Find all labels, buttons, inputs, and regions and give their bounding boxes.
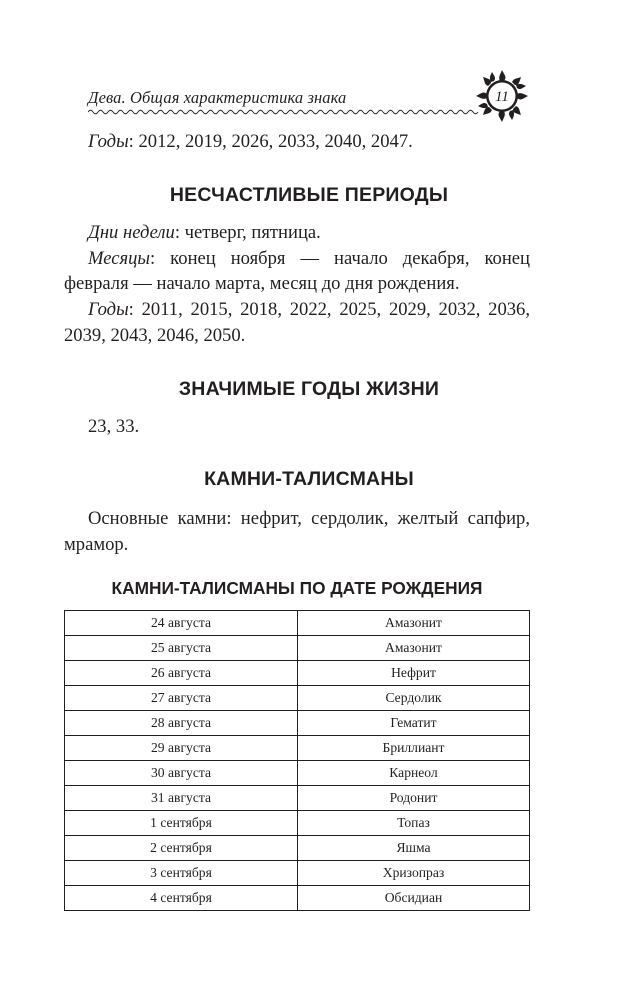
weekdays-label: Дни недели — [88, 222, 175, 243]
stone-cell: Сердолик — [298, 686, 530, 711]
label-separator: : — [128, 131, 139, 152]
stone-cell: Обсидиан — [298, 886, 530, 911]
page-number-badge — [474, 68, 530, 124]
weekdays-text: : четверг, пятница. — [174, 222, 321, 243]
stone-cell: Родонит — [298, 786, 530, 811]
stone-cell: Амазонит — [298, 611, 530, 636]
date-cell: 31 августа — [65, 786, 298, 811]
date-cell: 4 сентября — [65, 886, 298, 911]
table-row — [65, 861, 530, 886]
section-heading-talismans: КАМНИ-ТАЛИСМАНЫ — [204, 468, 414, 490]
stone-cell: Карнеол — [298, 761, 530, 786]
years-label: Годы — [88, 131, 129, 152]
unlucky-years-line-2: 2039, 2043, 2046, 2050. — [64, 325, 246, 346]
date-cell: 28 августа — [65, 711, 298, 736]
stone-cell: Гематит — [298, 711, 530, 736]
stone-cell: Бриллиант — [298, 736, 530, 761]
months-label: Месяцы — [88, 248, 151, 269]
years-favorable-line — [88, 130, 413, 154]
unlucky-years-text-1: : 2011, 2015, 2018, 2022, 2025, 2029, 2032, 2036, — [128, 299, 530, 320]
date-cell: 29 августа — [65, 736, 298, 761]
page-number: 11 — [495, 89, 509, 105]
date-cell: 24 августа — [65, 611, 298, 636]
table-row — [65, 761, 530, 786]
stone-cell: Яшма — [298, 836, 530, 861]
significant-years-text: 23, 33. — [88, 416, 140, 437]
unlucky-years-line-1 — [88, 298, 530, 322]
birth-stones-table — [64, 610, 530, 911]
years-favorable-text: 2012, 2019, 2026, 2033, 2040, 2047. — [138, 131, 413, 152]
header-wavy-rule — [88, 108, 478, 116]
table-row — [65, 811, 530, 836]
table-row — [65, 736, 530, 761]
table-row — [65, 836, 530, 861]
stone-cell: Амазонит — [298, 636, 530, 661]
date-cell: 3 сентября — [65, 861, 298, 886]
running-header: Дева. Общая характеристика знака — [88, 88, 347, 107]
table-row — [65, 711, 530, 736]
months-line-2: февраля — начало марта, месяц до дня рождения. — [64, 273, 460, 294]
section-heading-significant-years: ЗНАЧИМЫЕ ГОДЫ ЖИЗНИ — [178, 378, 440, 400]
date-cell: 25 августа — [65, 636, 298, 661]
talismans-text-2: мрамор. — [64, 534, 129, 555]
months-line-1 — [88, 247, 530, 271]
date-cell: 30 августа — [65, 761, 298, 786]
stone-cell: Топаз — [298, 811, 530, 836]
weekdays-line — [88, 221, 321, 245]
table-row — [65, 661, 530, 686]
date-cell: 27 августа — [65, 686, 298, 711]
table-row — [65, 611, 530, 636]
months-text-1: : конец ноября — начало декабря, конец — [150, 248, 530, 269]
table-title: КАМНИ-ТАЛИСМАНЫ ПО ДАТЕ РОЖДЕНИЯ — [111, 578, 483, 598]
section-heading-unlucky-periods: НЕСЧАСТЛИВЫЕ ПЕРИОДЫ — [169, 184, 449, 206]
date-cell: 1 сентября — [65, 811, 298, 836]
table-row — [65, 786, 530, 811]
table-row — [65, 636, 530, 661]
stone-cell: Хризопраз — [298, 861, 530, 886]
talismans-text-1: Основные камни: нефрит, сердолик, желтый сапфир, — [88, 508, 530, 529]
date-cell: 26 августа — [65, 661, 298, 686]
table-row — [65, 886, 530, 911]
table-row — [65, 686, 530, 711]
unlucky-years-label: Годы — [88, 299, 129, 320]
stone-cell: Нефрит — [298, 661, 530, 686]
date-cell: 2 сентября — [65, 836, 298, 861]
